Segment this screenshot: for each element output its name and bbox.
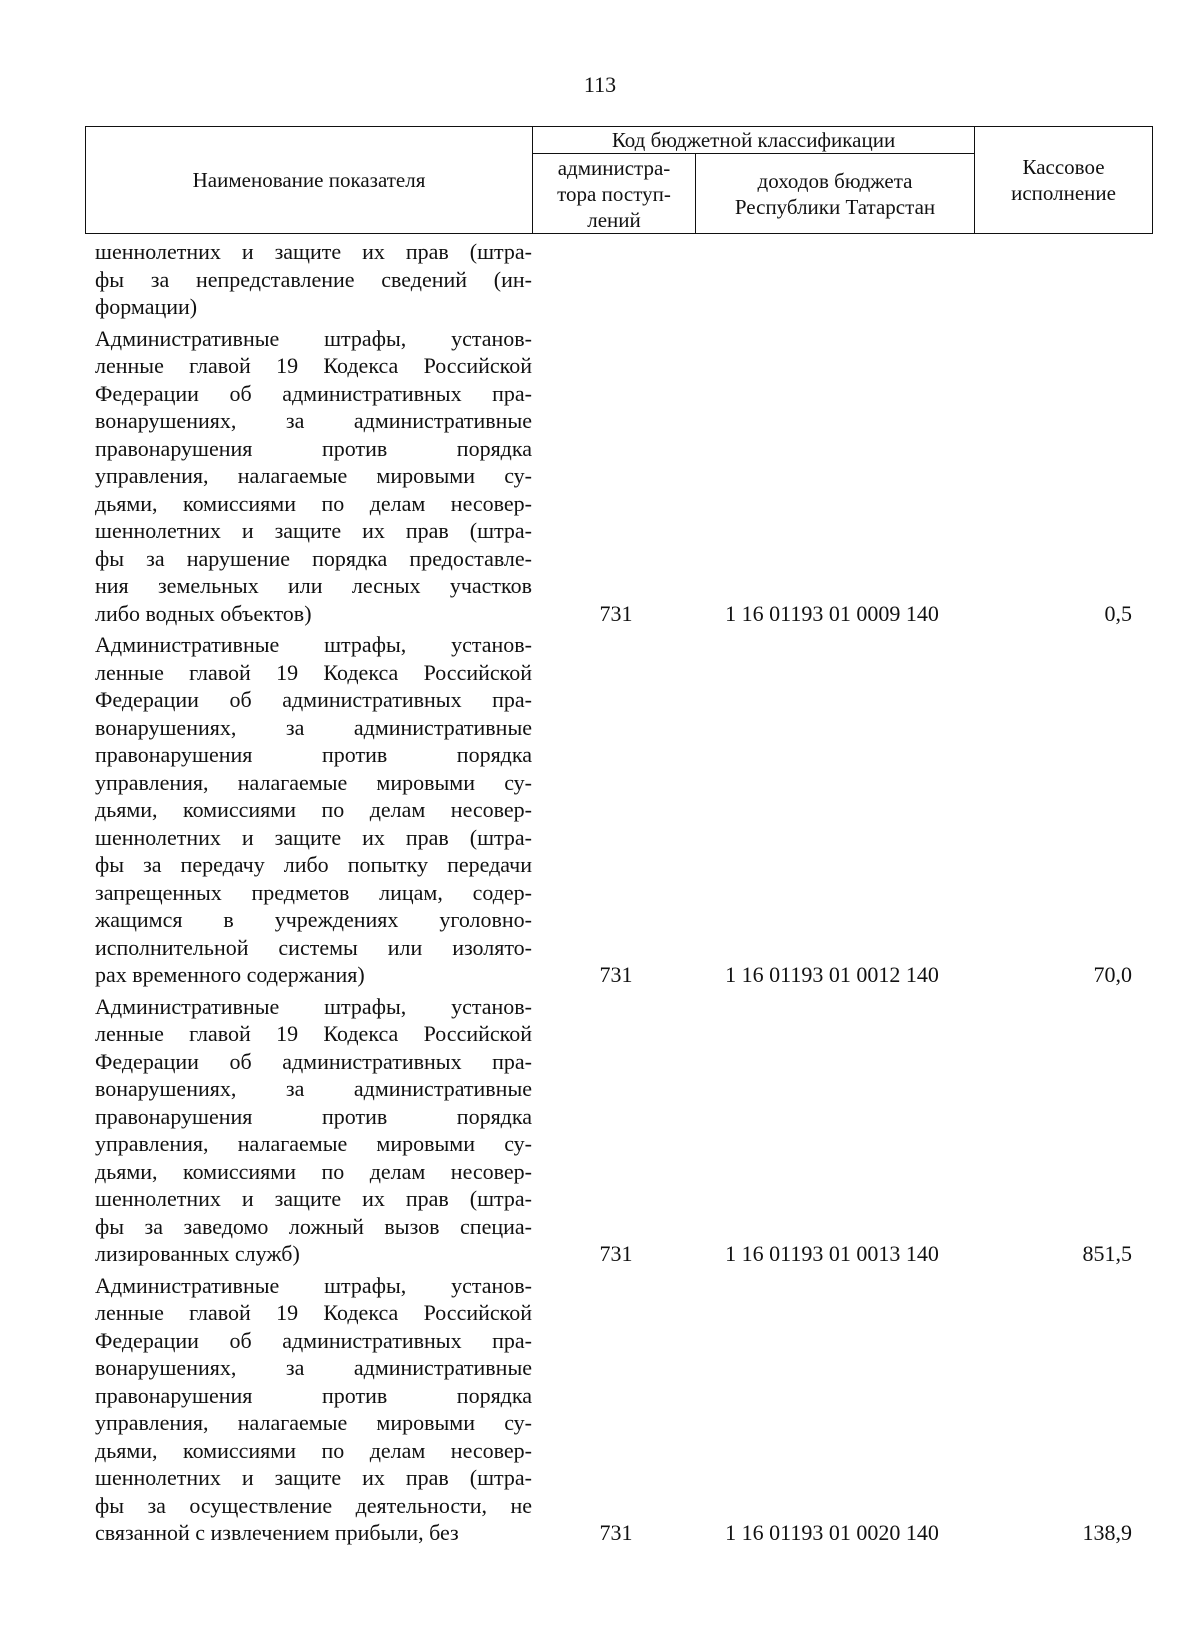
cash-amount: 138,9 — [1082, 1520, 1132, 1545]
indicator-name-line: дьями, комиссиями по делам несовер- — [95, 1437, 532, 1463]
indicator-name-line: правонарушения против порядка — [95, 1382, 532, 1408]
table-row — [85, 1272, 1152, 1547]
indicator-name-line: связанной с извлечением прибыли, без — [95, 1520, 459, 1545]
indicator-name-line: формации) — [95, 294, 198, 319]
indicator-name-line: ленные главой 19 Кодекса Российской — [95, 353, 532, 378]
indicator-name-line: управления, налагаемые мировыми су- — [95, 769, 532, 795]
table-body — [85, 238, 1152, 1547]
table-header — [85, 126, 1153, 234]
revenue-code: 1 16 01193 01 0013 140 — [725, 1241, 939, 1266]
indicator-name-line: исполнительной системы или изолято- — [95, 934, 532, 960]
indicator-name-line: вонарушениях, за административные — [95, 408, 532, 433]
header-revenue: доходов бюджета Республики Татарстан — [696, 154, 975, 234]
indicator-name-line: шеннолетних и защите их прав (штра- — [95, 239, 532, 264]
indicator-name-line: Федерации об административных пра- — [95, 1327, 532, 1353]
indicator-name-line: фы за осуществление деятельности, не — [95, 1492, 532, 1518]
indicator-name-line: Административные штрафы, установ- — [95, 993, 532, 1019]
indicator-name-line: дьями, комиссиями по делам несовер- — [95, 1158, 532, 1184]
indicator-name-line: управления, налагаемые мировыми су- — [95, 1131, 532, 1156]
indicator-name-line: вонарушениях, за административные — [95, 1076, 532, 1101]
indicator-name-line: жащимся в учреждениях уголовно- — [95, 907, 532, 932]
revenue-code: 1 16 01193 01 0009 140 — [725, 600, 939, 626]
indicator-name-line: ния земельных или лесных участков — [95, 573, 532, 598]
table-row — [85, 238, 1152, 321]
indicator-name-line: шеннолетних и защите их прав (штра- — [95, 1465, 532, 1490]
cash-amount: 0,5 — [1104, 600, 1132, 626]
indicator-name-line: дьями, комиссиями по делам несовер- — [95, 490, 532, 516]
header-code-group: Код бюджетной классификации — [533, 127, 975, 154]
revenue-code: 1 16 01193 01 0012 140 — [725, 962, 939, 987]
indicator-name-line: Административные штрафы, установ- — [95, 632, 532, 657]
indicator-name-line: фы за заведомо ложный вызов специа- — [95, 1213, 532, 1239]
indicator-name-line: рах временного содержания) — [95, 962, 365, 987]
indicator-name — [85, 238, 532, 321]
cash-amount: 70,0 — [1093, 962, 1132, 987]
indicator-name-line: правонарушения против порядка — [95, 435, 532, 461]
indicator-name-line: вонарушениях, за административные — [95, 714, 532, 740]
indicator-name-line: правонарушения против порядка — [95, 1103, 532, 1129]
admin-code: 731 — [599, 1241, 633, 1266]
indicator-name-line: шеннолетних и защите их прав (штра- — [95, 824, 532, 850]
indicator-name-line: шеннолетних и защите их прав (штра- — [95, 1186, 532, 1211]
indicator-name-line: ленные главой 19 Кодекса Российской — [95, 1300, 532, 1325]
indicator-name-line: фы за передачу либо попытку передачи — [95, 852, 532, 877]
indicator-name-line: Административные штрафы, установ- — [95, 1272, 532, 1298]
indicator-name-line: дьями, комиссиями по делам несовер- — [95, 797, 532, 822]
indicator-name — [85, 993, 532, 1268]
indicator-name-line: Федерации об административных пра- — [95, 1048, 532, 1074]
indicator-name-line: запрещенных предметов лицам, содер- — [95, 879, 532, 905]
indicator-name-line: лизированных служб) — [95, 1241, 300, 1266]
indicator-name-line: управления, налагаемые мировыми су- — [95, 463, 532, 488]
indicator-name — [85, 1272, 532, 1547]
table-row — [85, 631, 1152, 989]
admin-code: 731 — [599, 962, 633, 987]
indicator-name-line: Федерации об административных пра- — [95, 687, 532, 712]
indicator-name-line: ленные главой 19 Кодекса Российской — [95, 1021, 532, 1046]
indicator-name-line: фы за непредставление сведений (ин- — [95, 266, 532, 292]
indicator-name — [85, 631, 532, 989]
admin-code: 731 — [599, 1520, 633, 1545]
header-name: Наименование показателя — [86, 127, 533, 234]
indicator-name-line: правонарушения против порядка — [95, 742, 532, 767]
indicator-name-line: шеннолетних и защите их прав (штра- — [95, 518, 532, 543]
admin-code: 731 — [599, 600, 633, 626]
table-row — [85, 325, 1152, 628]
indicator-name-line: фы за нарушение порядка предоставле- — [95, 545, 532, 571]
indicator-name-line: управления, налагаемые мировыми су- — [95, 1410, 532, 1435]
cash-amount: 851,5 — [1082, 1241, 1132, 1266]
indicator-name-line: Административные штрафы, установ- — [95, 325, 532, 351]
header-cash: Кассовое исполнение — [975, 127, 1153, 234]
header-admin: администра-тора поступ-лений — [533, 154, 696, 234]
indicator-name-line: ленные главой 19 Кодекса Российской — [95, 659, 532, 685]
indicator-name-line: Федерации об административных пра- — [95, 380, 532, 406]
table-row — [85, 993, 1152, 1268]
indicator-name-line: либо водных объектов) — [95, 600, 312, 626]
indicator-name-line: вонарушениях, за административные — [95, 1355, 532, 1380]
indicator-name — [85, 325, 532, 628]
page-number: 113 — [583, 72, 617, 97]
revenue-code: 1 16 01193 01 0020 140 — [725, 1520, 939, 1545]
